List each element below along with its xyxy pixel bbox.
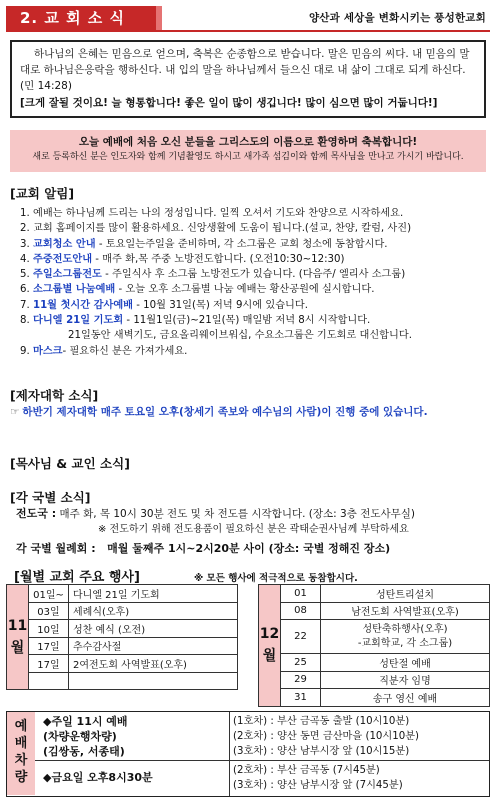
event-row — [7, 637, 238, 655]
november-events-table — [6, 584, 238, 690]
event-name: 남전도회 사역발표(오후) — [321, 602, 490, 620]
notice-item — [20, 252, 486, 267]
vehicle-schedule — [6, 711, 490, 797]
welcome-line-2: 새로 등록하신 분은 인도자와 함께 기념촬영도 하시고 새가족 섬김이와 함께 목사님을 만나고 가시기 바랍니다. — [32, 152, 464, 162]
event-name: 성찬 예식 (오전) — [69, 620, 238, 638]
evangelism-row — [16, 506, 415, 522]
vehicle-divider — [35, 760, 489, 761]
notices-list — [20, 206, 486, 359]
sunday-route: (1호차) : 부산 금곡동 출발 (10시10분) — [233, 716, 410, 727]
notice-number: 1. — [20, 208, 30, 219]
notice-highlight: 주중전도안내 — [33, 253, 93, 265]
event-date: 01 — [281, 585, 321, 603]
event-name-line: -교회학교, 각 소그룹) — [357, 637, 453, 649]
event-name: 성탄트리설치 — [321, 585, 490, 603]
notice-item — [20, 313, 486, 328]
notices-heading: [교회 알림] — [10, 186, 75, 201]
event-row — [259, 689, 490, 707]
notice-item — [20, 267, 486, 282]
notice-text: - 오늘 오후 소그룹별 나눔 예배는 황산공원에 실시합니다. — [115, 284, 375, 296]
notice-number: 6. — [20, 284, 30, 296]
event-row — [259, 602, 490, 620]
event-name — [321, 620, 490, 654]
notice-number: 3. — [20, 238, 30, 250]
sunday-route: (2호차) : 양산 동면 금산마을 (10시10분) — [233, 731, 420, 742]
welcome-line-1: 오늘 예배에 처음 오신 분들을 그리스도의 이름으로 환영하며 축복합니다! — [78, 136, 418, 148]
verse-declaration: [크게 잘될 것이요! 늘 형통합니다! 좋은 일이 많이 생깁니다! 많이 심으면 많이 거둡니다!] — [20, 97, 438, 109]
event-name — [69, 672, 238, 690]
seminary-text-content: 하반기 제자대학 매주 토요일 오후(창세기 족보와 예수님의 사람)이 진행 중에 있습니다. — [22, 406, 428, 418]
friday-service-time: ◆금요일 오후8시30분 — [43, 771, 153, 784]
event-date: 17일 — [29, 637, 69, 655]
section-title-text: 2. 교 회 소 식 — [20, 9, 125, 27]
notice-text: 21일동안 새벽기도, 금요올리웨이브워십, 수요소그룹은 기도회로 대신합니다. — [68, 330, 412, 342]
notice-highlight: 마스크 — [33, 345, 63, 357]
vehicle-divider-vertical — [229, 712, 230, 796]
sunday-vehicle-label: (차량운행차량) — [43, 730, 117, 743]
event-date: 03일 — [29, 602, 69, 620]
event-date — [29, 672, 69, 690]
month-label-text: 12 월 — [259, 626, 280, 665]
evangelism-label: 전도국 : — [16, 507, 57, 520]
sunday-service-time: ◆주일 11시 예배 — [43, 715, 128, 728]
vehicle-label: 예 배 차 량 — [7, 712, 35, 795]
event-row — [7, 602, 238, 620]
event-name: 직분자 임명 — [321, 671, 490, 689]
event-date: 25 — [281, 654, 321, 672]
event-row — [259, 671, 490, 689]
event-name: 다니엘 21일 기도회 — [69, 585, 238, 603]
notice-item — [20, 237, 486, 252]
notice-number: 5. — [20, 269, 30, 281]
notice-highlight: 다니엘 21일 기도회 — [33, 315, 124, 327]
friday-route: (2호차) : 부산 금곡동 (7시45분) — [233, 765, 380, 776]
notice-number: 2. — [20, 223, 30, 235]
mission-body — [16, 506, 415, 557]
sunday-drivers: (김쌍동, 서종태) — [43, 745, 125, 758]
event-date: 01일~ — [29, 585, 69, 603]
event-name-line: 성탄축하행사(오후) — [362, 623, 448, 635]
notice-text: - 필요하신 분은 가져가세요. — [62, 345, 188, 357]
event-row — [7, 655, 238, 673]
notice-item — [20, 221, 486, 236]
december-events-table — [258, 584, 490, 707]
event-row — [7, 620, 238, 638]
event-name: 추수감사절 — [69, 637, 238, 655]
event-row — [7, 585, 238, 603]
notice-text: - 매주 화,목 주중 노방전도합니다. (오전10:30~12:30) — [92, 253, 345, 265]
sunday-routes — [233, 714, 419, 759]
monthly-events-note: ※ 모든 행사에 적극적으로 동참합시다. — [194, 573, 358, 584]
meeting-row — [16, 541, 415, 557]
notice-item — [20, 328, 486, 343]
evangelism-note: ※ 전도하기 위해 전도용품이 필요하신 분은 곽태순권사님께 부탁하세요 — [98, 524, 409, 535]
month-label — [259, 585, 281, 707]
verse-text — [20, 46, 476, 111]
notice-item — [20, 206, 486, 221]
notice-highlight: 11월 첫시간 감사예배 — [33, 299, 133, 311]
event-date: 08 — [281, 602, 321, 620]
notice-text: 교회 홈페이지를 많이 활용하세요. 신앙생활에 도움이 됩니다.(설교, 찬양, 칼럼, 사진) — [33, 223, 412, 235]
notice-text: - 주일식사 후 소그룹 노방전도가 있습니다. (다음주/ 엘리사 소그룹) — [101, 269, 406, 281]
meeting-text: 매월 둘째주 1시~2시20분 사이 (장소: 국별 정해진 장소) — [107, 542, 391, 555]
event-date: 31 — [281, 689, 321, 707]
welcome-banner — [10, 130, 486, 172]
pastor-news-heading: [목사님 & 교인 소식] — [10, 456, 130, 471]
notice-highlight: 주일소그룹전도 — [33, 269, 102, 281]
section-title — [6, 6, 156, 30]
seminary-heading: [제자대학 소식] — [10, 388, 99, 403]
event-date: 29 — [281, 671, 321, 689]
event-date: 22 — [281, 620, 321, 654]
month-label — [7, 585, 29, 690]
notice-item — [20, 298, 486, 313]
notice-item — [20, 344, 486, 359]
event-row — [259, 620, 490, 654]
church-slogan: 양산과 세상을 변화시키는 풍성한교회 — [308, 12, 486, 24]
evangelism-text: 매주 화, 목 10시 30분 전도 및 차 전도를 시작합니다. (장소: 3층 전도사무실) — [59, 508, 416, 520]
sunday-route: (3호차) : 양산 남부시장 앞 (10시15분) — [233, 746, 410, 757]
title-accent-bar — [156, 6, 162, 30]
event-date: 10일 — [29, 620, 69, 638]
pointing-hand-icon: ☞ — [10, 406, 20, 418]
event-name: 성탄절 예배 — [321, 654, 490, 672]
notice-item — [20, 282, 486, 297]
notice-text: - 11월1일(금)~21일(목) 매일밤 저녁 8시 시작합니다. — [123, 315, 371, 327]
sunday-service-info — [43, 714, 128, 759]
event-row — [7, 672, 238, 690]
monthly-events-heading: [월별 교회 주요 행사] — [14, 570, 140, 585]
event-row — [259, 654, 490, 672]
friday-route: (3호차) : 양산 남부시장 앞 (7시45분) — [233, 780, 403, 791]
event-name: 송구 영신 예배 — [321, 689, 490, 707]
mission-heading: [각 국별 소식] — [10, 490, 91, 505]
notice-number: 8. — [20, 315, 30, 327]
event-row — [259, 585, 490, 603]
notice-text: - 10월 31일(목) 저녁 9시에 있습니다. — [133, 299, 308, 311]
section-header — [6, 6, 490, 32]
seminary-text — [10, 404, 428, 419]
event-date: 17일 — [29, 655, 69, 673]
event-name: 세례식(오후) — [69, 602, 238, 620]
notice-highlight: 소그룹별 나눔예배 — [33, 284, 116, 296]
notice-number: 4. — [20, 253, 30, 265]
notice-text: 예배는 하나님께 드리는 나의 정성입니다. 일찍 오셔서 기도와 찬양으로 시작하세요. — [33, 208, 404, 219]
notice-text: - 토요일는주일을 준비하며, 각 소그룹은 교회 청소에 동참합시다. — [95, 238, 388, 250]
meeting-label: 각 국별 월례회 : — [16, 542, 96, 555]
verse-line: 하나님의 은혜는 믿음으로 얻으며, 축복은 순종함으로 받습니다. 말은 믿음의 씨다. 내 믿음의 말대로 하나님은응락을 행하신다. 내 입의 말을 하나님께서 들으신 대로 내 삶이 그대로 되게 하신다.(민 14:28) — [20, 48, 470, 92]
verse-box — [10, 40, 486, 118]
notice-number: 7. — [20, 299, 30, 311]
notice-number: 9. — [20, 345, 30, 357]
friday-routes — [233, 763, 403, 793]
month-label-text: 11 월 — [7, 618, 28, 656]
notice-highlight: 교회청소 안내 — [33, 238, 96, 250]
event-name: 2여전도회 사역발표(오후) — [69, 655, 238, 673]
